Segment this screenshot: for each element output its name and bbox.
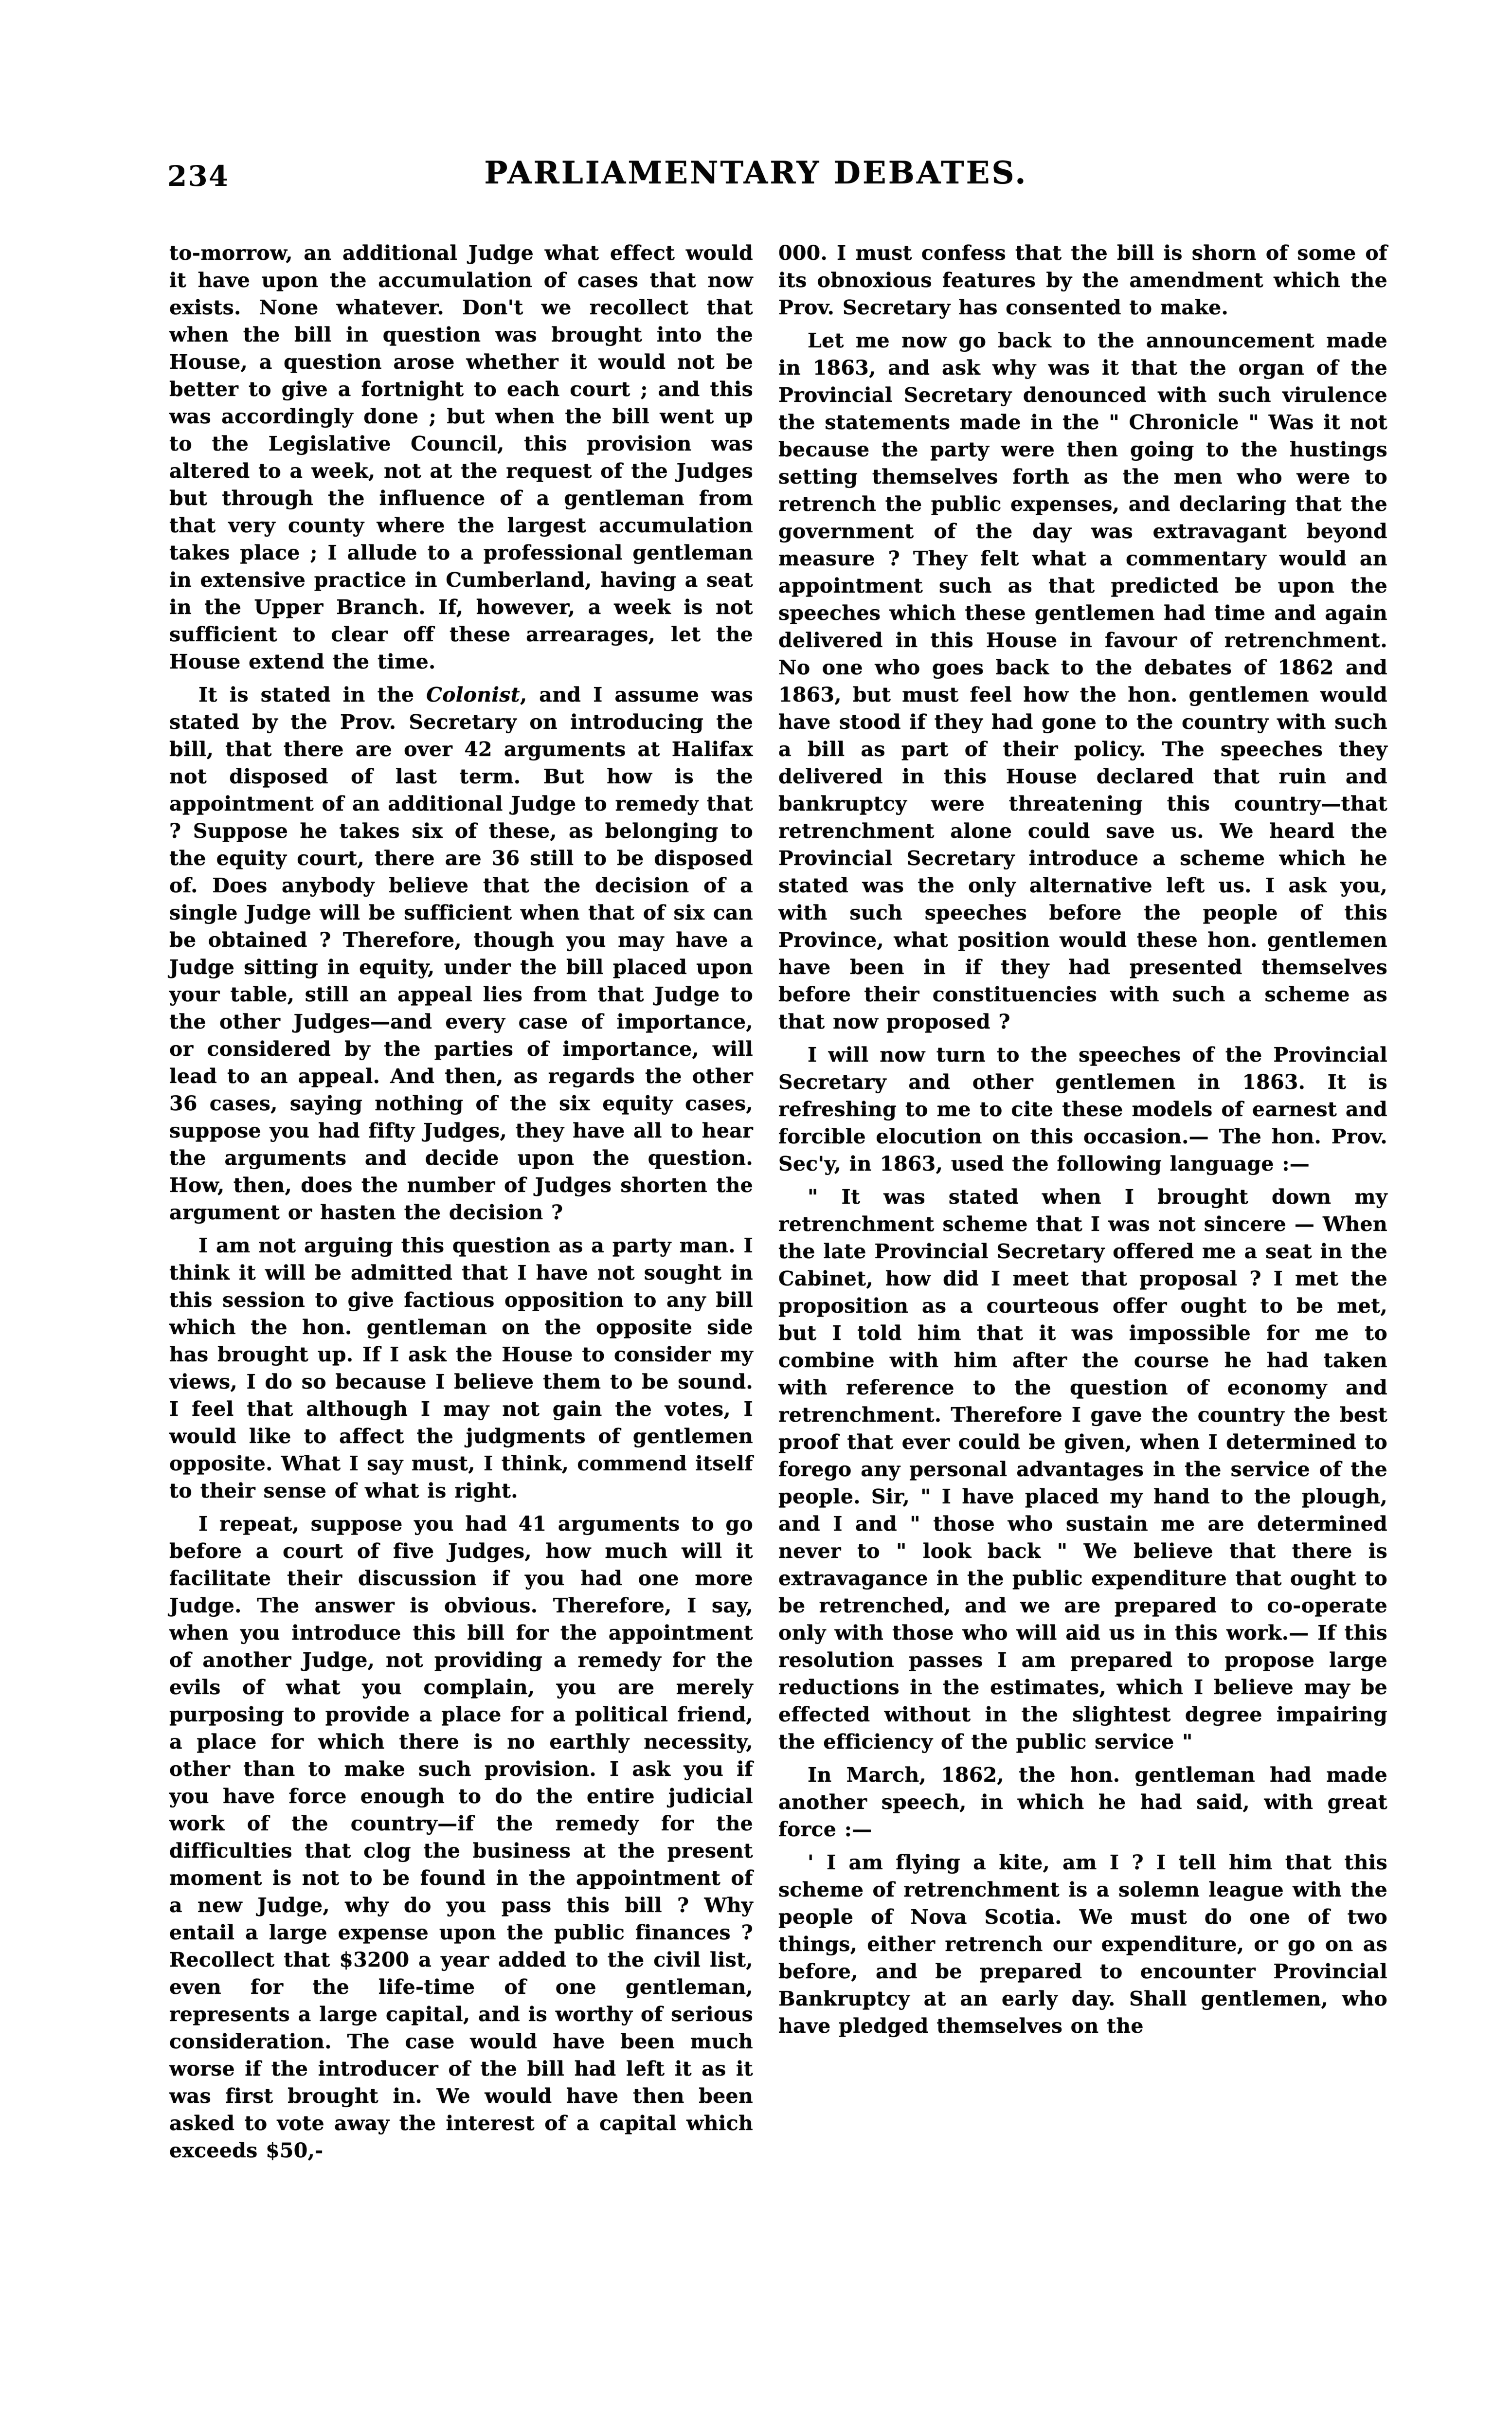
paragraph: ' I am flying a kite, am I ? I tell him that this scheme of retrenchment is a solemn league with the people of Nova Scotia. We must do one of two things, either retrench our expenditure, or go on as before, and be prepared to encounter Provincial Bankruptcy at an early day. Shall gentlemen, who have pledged themselves on the <box>778 1851 1387 2038</box>
paragraph: Let me now go back to the announcement made in 1863, and ask why was it that the organ of the Provincial Secretary denounced with such virulence the statements made in the " Chronicle " Was it not because the party were then going to the hustings setting themselves forth as the men who were to retrench the public expenses, and declaring that the government of the day was extravagant beyond measure ? They felt what a commentary would an appointment such as that predicted be upon the speeches which these gentlemen had time and again delivered in this House in favour of retrenchment. No one who goes back to the debates of 1862 and 1863, but must feel how the hon. gentlemen would have stood if they had gone to the country with such a bill as part of their policy. The speeches they delivered in this House declared that ruin and bankruptcy were threatening this country—that retrenchment alone could save us. We heard the Provincial Secretary introduce a scheme which he stated was the only alternative left us. I ask you, with such speeches before the people of this Province, what position would these hon. gentlemen have been in if they had presented themselves before their constituencies with such a scheme as that now proposed ? <box>778 329 1387 1033</box>
paragraph: " It was stated when I brought down my retrenchment scheme that I was not sincere — When the late Provincial Secretary offered me a seat in the Cabinet, how did I meet that proposal ? I met the proposition as a courteous offer ought to be met, but I told him that it was impossible for me to combine with him after the course he had taken with reference to the question of economy and retrenchment. Therefore I gave the country the best proof that ever could be given, when I determined to forego any personal advantages in the service of the people. Sir, " I have placed my hand to the plough, and I and " those who sustain me are determined never to " look back " We believe that there is extravagance in the public expenditure that ought to be retrenched, and we are prepared to co-operate only with those who will aid us in this work.— If this resolution passes I am prepared to propose large reductions in the estimates, which I believe may be effected without in the slightest degree impairing the efficiency of the public service " <box>778 1185 1387 1753</box>
page-title: PARLIAMENTARY DEBATES. <box>484 155 1028 191</box>
page-number: 234 <box>167 160 230 193</box>
column-right <box>778 239 1387 2045</box>
paragraph: It is stated in the Colonist, and I assume was stated by the Prov. Secretary on introducing the bill, that there are over 42 arguments at Halifax not disposed of last term. But how is the appointment of an additional Judge to remedy that ? Suppose he takes six of these, as belonging to the equity court, there are 36 still to be disposed of. Does anybody believe that the decision of a single Judge will be sufficient when that of six can be obtained ? Therefore, though you may have a Judge sitting in equity, under the bill placed upon your table, still an appeal lies from that Judge to the other Judges—and every case of importance, or considered by the parties of importance, will lead to an appeal. And then, as regards the other 36 cases, saying nothing of the six equity cases, suppose you had fifty Judges, they have all to hear the arguments and decide upon the question. How, then, does the number of Judges shorten the argument or hasten the decision ? <box>169 683 753 1224</box>
paragraph: In March, 1862, the hon. gentleman had made another speech, in which he had said, with great force :— <box>778 1763 1387 1841</box>
paragraph: I will now turn to the speeches of the Provincial Secretary and other gentlemen in 1863. It is refreshing to me to cite these models of earnest and forcible elocution on this occasion.— The hon. Prov. Sec'y, in 1863, used the following language :— <box>778 1043 1387 1175</box>
paragraph: to-morrow, an additional Judge what effect would it have upon the accumulation of cases that now exists. None whatever. Don't we recollect that when the bill in question was brought into the House, a question arose whether it would not be better to give a fortnight to each court ; and this was accordingly done ; but when the bill went up to the Legislative Council, this provision was altered to a week, not at the request of the Judges but through the influence of a gentleman from that very county where the largest accumulation takes place ; I allude to a professional gentleman in extensive practice in Cumberland, having a seat in the Upper Branch. If, however, a week is not sufficient to clear off these arrearages, let the House extend the time. <box>169 241 753 673</box>
paragraph: I am not arguing this question as a party man. I think it will be admitted that I have not sought in this session to give factious opposition to any bill which the hon. gentleman on the opposite side has brought up. If I ask the House to consider my views, I do so because I believe them to be sound. I feel that although I may not gain the votes, I would like to affect the judgments of gentlemen opposite. What I say must, I think, commend itself to their sense of what is right. <box>169 1234 753 1502</box>
paragraph: I repeat, suppose you had 41 arguments to go before a court of five Judges, how much will it facilitate their discussion if you had one more Judge. The answer is obvious. Therefore, I say, when you introduce this bill for the appointment of another Judge, not providing a remedy for the evils of what you complain, you are merely purposing to provide a place for a political friend, a place for which there is no earthly necessity, other than to make such provision. I ask you if you have force enough to do the entire judicial work of the country—if the remedy for the difficulties that clog the business at the present moment is not to be found in the appointment of a new Judge, why do you pass this bill ? Why entail a large expense upon the public finances ? Recollect that $3200 a year added to the civil list, even for the life-time of one gentleman, represents a large capital, and is worthy of serious consideration. The case would have been much worse if the introducer of the bill had left it as it was first brought in. We would have then been asked to vote away the interest of a capital which exceeds $50,- <box>169 1512 753 2162</box>
column-left <box>169 239 753 2170</box>
paragraph: 000. I must confess that the bill is shorn of some of its obnoxious features by the amendment which the Prov. Secretary has consented to make. <box>778 241 1387 319</box>
